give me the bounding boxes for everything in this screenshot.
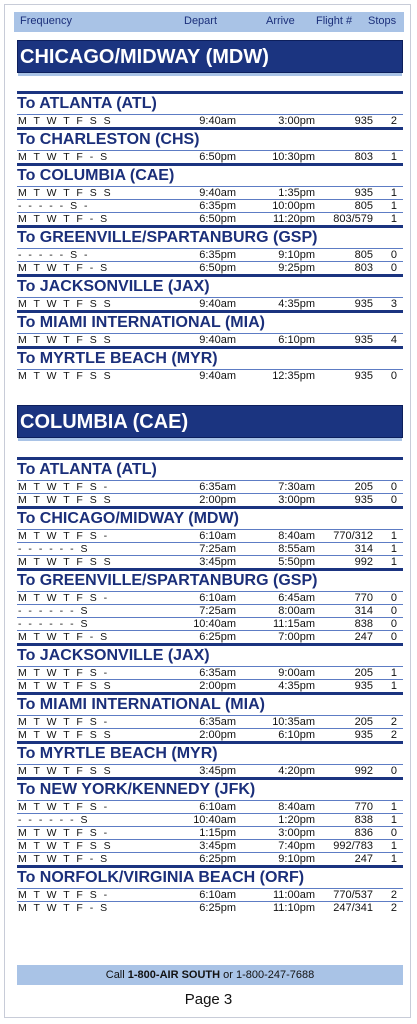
cell-frequency: M T W T F S S: [18, 680, 113, 692]
cell-stops: 1: [390, 801, 397, 813]
cell-depart-time: 3:45pm: [199, 556, 236, 568]
schedule-row: [17, 261, 403, 274]
route-destination: To COLUMBIA (CAE): [17, 163, 403, 186]
route-block: [17, 163, 403, 225]
schedule-row: [17, 480, 403, 493]
schedule-row: [17, 150, 403, 163]
cell-flight-number: 205: [354, 716, 373, 728]
route-block: [17, 692, 403, 741]
cell-depart-time: 6:25pm: [199, 853, 236, 865]
cell-stops: 1: [390, 667, 397, 679]
route-destination: To JACKSONVILLE (JAX): [17, 643, 403, 666]
cell-stops: 1: [390, 680, 397, 692]
cell-frequency: M T W T F S -: [18, 889, 110, 901]
cell-depart-time: 6:10am: [199, 592, 236, 604]
cell-flight-number: 935: [354, 680, 373, 692]
column-header-bar: [14, 12, 404, 32]
cell-stops: 0: [390, 605, 397, 617]
cell-stops: 0: [390, 370, 397, 382]
cell-depart-time: 1:15pm: [199, 827, 236, 839]
cell-frequency: M T W T F S -: [18, 667, 110, 679]
cell-stops: 0: [390, 262, 397, 274]
cell-arrive-time: 10:00pm: [272, 200, 315, 212]
cell-stops: 1: [390, 853, 397, 865]
schedule-row: [17, 630, 403, 643]
cell-arrive-time: 5:50pm: [278, 556, 315, 568]
cell-arrive-time: 11:00am: [273, 889, 315, 901]
cell-frequency: - - - - - - S: [18, 543, 90, 555]
cell-arrive-time: 8:55am: [278, 543, 315, 555]
cell-flight-number: 770/537: [333, 889, 373, 901]
cell-frequency: M T W T F S S: [18, 765, 113, 777]
cell-flight-number: 935: [354, 729, 373, 741]
route-destination: To GREENVILLE/SPARTANBURG (GSP): [17, 568, 403, 591]
cell-flight-number: 314: [354, 543, 373, 555]
cell-stops: 0: [390, 631, 397, 643]
cell-arrive-time: 9:00am: [278, 667, 315, 679]
cell-depart-time: 3:45pm: [199, 765, 236, 777]
cell-flight-number: 838: [354, 618, 373, 630]
cell-flight-number: 770/312: [333, 530, 373, 542]
cell-arrive-time: 8:40am: [278, 801, 315, 813]
cell-arrive-time: 7:30am: [278, 481, 315, 493]
route-destination: To CHARLESTON (CHS): [17, 127, 403, 150]
cell-flight-number: 935: [354, 370, 373, 382]
cell-stops: 0: [390, 481, 397, 493]
page-number: Page 3: [184, 991, 233, 1008]
cell-flight-number: 805: [354, 249, 373, 261]
cell-flight-number: 314: [354, 605, 373, 617]
cell-frequency: M T W T F S S: [18, 115, 113, 127]
cell-arrive-time: 8:00am: [278, 605, 315, 617]
schedule-row: [17, 679, 403, 692]
schedule-row: [17, 852, 403, 865]
route-destination: To MIAMI INTERNATIONAL (MIA): [17, 310, 403, 333]
cell-stops: 1: [390, 530, 397, 542]
cell-frequency: M T W T F S S: [18, 556, 113, 568]
cell-depart-time: 7:25am: [199, 543, 236, 555]
cell-arrive-time: 4:35pm: [278, 680, 315, 692]
cell-frequency: M T W T F - S: [18, 902, 110, 914]
schedule-row: [17, 764, 403, 777]
cell-frequency: M T W T F S -: [18, 827, 110, 839]
cell-flight-number: 935: [354, 494, 373, 506]
route-block: [17, 506, 403, 568]
cell-flight-number: 247/341: [333, 902, 373, 914]
schedule-row: [17, 604, 403, 617]
cell-arrive-time: 3:00pm: [278, 494, 315, 506]
cell-arrive-time: 1:35pm: [278, 187, 315, 199]
route-destination: To JACKSONVILLE (JAX): [17, 274, 403, 297]
cell-depart-time: 9:40am: [199, 370, 236, 382]
footer-phone-bold: 1-800-AIR SOUTH: [127, 969, 221, 981]
cell-flight-number: 935: [354, 187, 373, 199]
phone-footer: [17, 965, 403, 985]
cell-frequency: M T W T F S -: [18, 592, 110, 604]
schedule-row: [17, 529, 403, 542]
route-destination: To NORFOLK/VIRGINIA BEACH (ORF): [17, 865, 403, 888]
route-block: [17, 777, 403, 865]
cell-frequency: M T W T F S S: [18, 840, 113, 852]
cell-flight-number: 205: [354, 667, 373, 679]
schedule-row: [17, 297, 403, 310]
cell-depart-time: 10:40am: [193, 618, 236, 630]
cell-stops: 2: [390, 889, 397, 901]
route-block: [17, 274, 403, 310]
schedule-row: [17, 826, 403, 839]
cell-depart-time: 7:25am: [199, 605, 236, 617]
schedule-row: [17, 800, 403, 813]
cell-depart-time: 6:50pm: [199, 151, 236, 163]
cell-flight-number: 803/579: [333, 213, 373, 225]
schedule-row: [17, 493, 403, 506]
cell-flight-number: 803: [354, 151, 373, 163]
schedule-row: [17, 212, 403, 225]
route-block: [17, 568, 403, 643]
schedule-row: [17, 813, 403, 826]
cell-stops: 0: [390, 618, 397, 630]
schedule-row: [17, 186, 403, 199]
cell-flight-number: 770: [354, 801, 373, 813]
cell-depart-time: 6:10am: [199, 530, 236, 542]
cell-stops: 4: [390, 334, 397, 346]
cell-frequency: M T W T F - S: [18, 262, 110, 274]
cell-depart-time: 6:10am: [199, 889, 236, 901]
cell-frequency: M T W T F S S: [18, 298, 113, 310]
schedule-row: [17, 555, 403, 568]
cell-depart-time: 6:50pm: [199, 262, 236, 274]
route-block: [17, 127, 403, 163]
cell-arrive-time: 6:10pm: [278, 729, 315, 741]
cell-depart-time: 6:35pm: [199, 200, 236, 212]
cell-stops: 0: [390, 827, 397, 839]
cell-depart-time: 9:40am: [199, 334, 236, 346]
cell-frequency: M T W T F S -: [18, 481, 110, 493]
section-title-bar: [17, 40, 403, 73]
cell-stops: 1: [390, 840, 397, 852]
schedule-row: [17, 666, 403, 679]
schedule-row: [17, 888, 403, 901]
cell-stops: 1: [390, 556, 397, 568]
schedule-row: [17, 728, 403, 741]
cell-stops: 1: [390, 200, 397, 212]
cell-frequency: - - - - - - S: [18, 605, 90, 617]
cell-depart-time: 2:00pm: [199, 729, 236, 741]
cell-arrive-time: 8:40am: [278, 530, 315, 542]
cell-depart-time: 6:25pm: [199, 631, 236, 643]
cell-depart-time: 6:35am: [199, 667, 236, 679]
cell-frequency: M T W T F S -: [18, 530, 110, 542]
cell-frequency: - - - - - S -: [18, 200, 90, 212]
cell-frequency: M T W T F - S: [18, 853, 110, 865]
cell-stops: 2: [390, 716, 397, 728]
footer-prefix: Call: [105, 969, 128, 981]
schedule-row: [17, 542, 403, 555]
cell-stops: 1: [390, 151, 397, 163]
cell-arrive-time: 6:45am: [278, 592, 315, 604]
cell-arrive-time: 11:20pm: [273, 213, 315, 225]
cell-frequency: M T W T F - S: [18, 151, 110, 163]
cell-arrive-time: 9:10pm: [278, 853, 315, 865]
route-block: [17, 346, 403, 382]
cell-frequency: M T W T F S S: [18, 334, 113, 346]
cell-frequency: - - - - - S -: [18, 249, 90, 261]
section-title: COLUMBIA (CAE): [20, 411, 189, 433]
cell-stops: 2: [390, 115, 397, 127]
cell-flight-number: 992: [354, 556, 373, 568]
route-block: [17, 741, 403, 777]
cell-stops: 3: [390, 298, 397, 310]
cell-frequency: M T W T F - S: [18, 213, 110, 225]
cell-stops: 1: [390, 187, 397, 199]
cell-frequency: M T W T F S -: [18, 801, 110, 813]
cell-depart-time: 2:00pm: [199, 494, 236, 506]
cell-frequency: M T W T F S S: [18, 370, 113, 382]
cell-stops: 2: [390, 729, 397, 741]
cell-arrive-time: 3:00pm: [278, 115, 315, 127]
cell-stops: 1: [390, 213, 397, 225]
cell-depart-time: 10:40am: [193, 814, 236, 826]
header-arrive: Arrive: [266, 15, 295, 27]
route-destination: To NEW YORK/KENNEDY (JFK): [17, 777, 403, 800]
cell-frequency: M T W T F S -: [18, 716, 110, 728]
cell-stops: 2: [390, 902, 397, 914]
cell-flight-number: 838: [354, 814, 373, 826]
cell-depart-time: 6:50pm: [199, 213, 236, 225]
cell-depart-time: 6:35pm: [199, 249, 236, 261]
cell-arrive-time: 3:00pm: [278, 827, 315, 839]
cell-flight-number: 247: [354, 853, 373, 865]
section-title-bar: [17, 405, 403, 438]
schedule-row: [17, 591, 403, 604]
route-destination: To MYRTLE BEACH (MYR): [17, 741, 403, 764]
cell-frequency: - - - - - - S: [18, 814, 90, 826]
cell-depart-time: 9:40am: [199, 298, 236, 310]
schedule-row: [17, 901, 403, 914]
schedule-row: [17, 617, 403, 630]
cell-frequency: - - - - - - S: [18, 618, 90, 630]
cell-flight-number: 935: [354, 115, 373, 127]
cell-depart-time: 6:25pm: [199, 902, 236, 914]
cell-frequency: M T W T F S S: [18, 494, 113, 506]
schedule-row: [17, 248, 403, 261]
cell-arrive-time: 11:15am: [273, 618, 315, 630]
cell-flight-number: 935: [354, 334, 373, 346]
schedule-row: [17, 333, 403, 346]
cell-arrive-time: 4:20pm: [278, 765, 315, 777]
route-block: [17, 91, 403, 127]
cell-stops: 0: [390, 494, 397, 506]
route-destination: To GREENVILLE/SPARTANBURG (GSP): [17, 225, 403, 248]
route-block: [17, 310, 403, 346]
cell-flight-number: 992/783: [333, 840, 373, 852]
schedule-row: [17, 715, 403, 728]
cell-flight-number: 247: [354, 631, 373, 643]
route-destination: To MYRTLE BEACH (MYR): [17, 346, 403, 369]
cell-depart-time: 3:45pm: [199, 840, 236, 852]
cell-arrive-time: 11:10pm: [273, 902, 315, 914]
header-flight: Flight #: [316, 15, 353, 27]
cell-arrive-time: 10:30pm: [272, 151, 315, 163]
route-destination: To CHICAGO/MIDWAY (MDW): [17, 506, 403, 529]
route-destination: To ATLANTA (ATL): [17, 91, 403, 114]
cell-frequency: M T W T F S S: [18, 729, 113, 741]
cell-frequency: M T W T F S S: [18, 187, 113, 199]
cell-depart-time: 6:10am: [199, 801, 236, 813]
cell-arrive-time: 12:35pm: [272, 370, 315, 382]
section-title: CHICAGO/MIDWAY (MDW): [20, 46, 269, 68]
schedule-row: [17, 114, 403, 127]
cell-depart-time: 6:35am: [199, 716, 236, 728]
cell-flight-number: 935: [354, 298, 373, 310]
cell-arrive-time: 7:00pm: [278, 631, 315, 643]
cell-arrive-time: 4:35pm: [278, 298, 315, 310]
schedule-row: [17, 839, 403, 852]
cell-arrive-time: 7:40pm: [278, 840, 315, 852]
cell-flight-number: 836: [354, 827, 373, 839]
header-depart: Depart: [184, 15, 218, 27]
cell-arrive-time: 9:25pm: [278, 262, 315, 274]
footer-suffix: or 1-800-247-7688: [220, 969, 315, 981]
cell-flight-number: 805: [354, 200, 373, 212]
cell-depart-time: 2:00pm: [199, 680, 236, 692]
route-destination: To MIAMI INTERNATIONAL (MIA): [17, 692, 403, 715]
cell-depart-time: 9:40am: [199, 115, 236, 127]
cell-stops: 1: [390, 543, 397, 555]
cell-stops: 0: [390, 592, 397, 604]
cell-flight-number: 205: [354, 481, 373, 493]
header-frequency: Frequency: [20, 15, 72, 27]
schedule-row: [17, 199, 403, 212]
cell-stops: 0: [390, 765, 397, 777]
cell-flight-number: 992: [354, 765, 373, 777]
cell-stops: 1: [390, 814, 397, 826]
cell-arrive-time: 6:10pm: [278, 334, 315, 346]
route-block: [17, 643, 403, 692]
header-stops: Stops: [368, 15, 397, 27]
cell-arrive-time: 10:35am: [272, 716, 315, 728]
cell-frequency: M T W T F - S: [18, 631, 110, 643]
route-block: [17, 865, 403, 914]
cell-depart-time: 9:40am: [199, 187, 236, 199]
schedule-row: [17, 369, 403, 382]
cell-stops: 0: [390, 249, 397, 261]
route-block: [17, 457, 403, 506]
cell-flight-number: 770: [354, 592, 373, 604]
cell-arrive-time: 1:20pm: [278, 814, 315, 826]
route-destination: To ATLANTA (ATL): [17, 457, 403, 480]
cell-flight-number: 803: [354, 262, 373, 274]
cell-depart-time: 6:35am: [199, 481, 236, 493]
cell-arrive-time: 9:10pm: [278, 249, 315, 261]
route-block: [17, 225, 403, 274]
